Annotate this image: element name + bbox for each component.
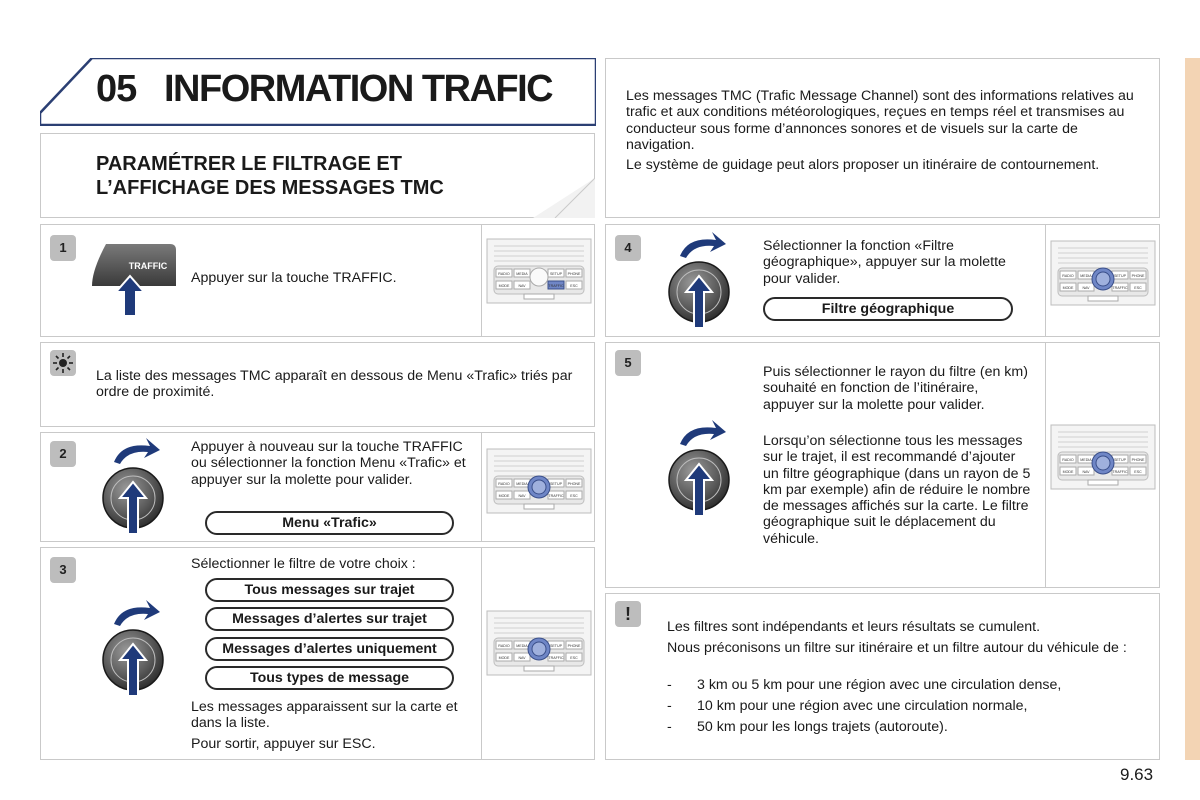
rotary-knob-push-icon [666,228,734,332]
panel-button-label: ESC [570,656,578,660]
panel-button-label: TRAFFIC [548,656,564,660]
panel-button-label: ESC [570,284,578,288]
panel-button-label: NAV [1082,286,1090,290]
list-item: - 3 km ou 5 km pour une région avec une circulation dense, [667,677,1147,693]
panel-button-label: SETUP [550,482,562,486]
panel-button-label: MODE [498,494,510,498]
panel-button-label: ESC [1134,286,1142,290]
note-list [667,677,1147,739]
rotary-knob-push-icon [100,434,168,538]
panel-button-label: MEDIA [516,644,528,648]
radio-panel-illustration [486,610,592,676]
chapter-number: 05 [96,68,137,110]
list-item: - 50 km pour les longs trajets (autoroute). [667,719,1147,735]
intro-paragraph-2: Le système de guidage peut alors proposer un itinéraire de contournement. [626,157,1100,173]
rotary-knob-push-icon [100,596,168,700]
panel-button-label: MODE [498,656,510,660]
panel-button-label: PHONE [567,644,581,648]
corner-fold [533,178,595,218]
step-5-paragraph-1: Puis sélectionner le rayon du filtre (en km) souhaité en fonction de l’itinéraire, appuyer sur la molette pour valider. [763,364,1028,413]
panel-button-label: TRAFFIC [1112,470,1128,474]
step-5-paragraph-2: Lorsqu’on sélectionne tous les messages sur le trajet, il est recommandé d’ajouter un filtre géographique (dans un rayon de 5 km par exemple) afin de réduire le nombre de messages affichés sur la carte. Le filtre géographique suit le déplacement du véhicule. [763,433,1031,547]
rotary-knob-push-icon [666,416,734,520]
filter-option[interactable]: Messages d’alertes uniquement [205,637,454,661]
step-2-text: Appuyer à nouveau sur la touche TRAFFIC ou sélectionner la fonction Menu «Trafic» et appuyer sur la molette pour valider. [191,439,466,488]
step-badge: 2 [50,441,76,467]
panel-button-label: ESC [570,494,578,498]
chapter-sidebar-tab [1185,58,1200,760]
panel-button-label: RADIO [498,644,510,648]
panel-button-label: NAV [518,494,526,498]
filter-option[interactable]: Tous types de message [205,666,454,690]
step-1-text: Appuyer sur la touche TRAFFIC. [191,270,397,286]
svg-text:TRAFFIC: TRAFFIC [128,261,168,271]
step-4-text: Sélectionner la fonction «Filtre géographique», appuyer sur la molette pour valider. [763,238,1006,287]
chapter-title: INFORMATION TRAFIC [164,68,553,110]
panel-button-label: SETUP [1114,274,1126,278]
filter-option[interactable]: Messages d’alertes sur trajet [205,607,454,631]
list-item: - 10 km pour une région avec une circulation normale, [667,698,1147,714]
panel-button-label: ESC [1134,470,1142,474]
panel-button-label: RADIO [498,482,510,486]
panel-button-label: MEDIA [516,272,528,276]
radio-panel-illustration [486,448,592,514]
step-3-exit-text: Pour sortir, appuyer sur ESC. [191,736,376,752]
panel-button-label: NAV [518,656,526,660]
menu-trafic-pill[interactable]: Menu «Trafic» [205,511,454,535]
panel-button-label: SETUP [1114,458,1126,462]
panel-button-label: RADIO [1062,458,1074,462]
panel-button-label: NAV [1082,470,1090,474]
filtre-geographique-pill[interactable]: Filtre géographique [763,297,1013,321]
panel-button-label: MEDIA [1080,458,1092,462]
panel-button-label: MODE [1062,286,1074,290]
tip-text: La liste des messages TMC apparaît en dessous de Menu «Trafic» triés par ordre de proximité. [96,368,573,401]
intro-paragraph-1: Les messages TMC (Trafic Message Channel) sont des informations relatives au trafic et aux conditions météorologiques, reçues en temps réel et transmises au conducteur sous forme d’annonces sonores et de visuels sur la carte de navigation. [626,88,1134,153]
step-badge: 3 [50,557,76,583]
section-title: PARAMÉTRER LE FILTRAGE ET L’AFFICHAGE DES MESSAGES TMC [96,153,444,199]
filter-option[interactable]: Tous messages sur trajet [205,578,454,602]
panel-button-label: MODE [498,284,510,288]
panel-button-label: MODE [1062,470,1074,474]
radio-panel-illustration [486,238,592,304]
panel-button-label: PHONE [1131,274,1145,278]
panel-button-label: RADIO [1062,274,1074,278]
lightbulb-icon [50,350,76,376]
panel-button-label: PHONE [567,482,581,486]
radio-panel-illustration [1050,424,1156,490]
panel-button-label: SETUP [550,272,562,276]
note-paragraph-2: Nous préconisons un filtre sur itinéraire et un filtre autour du véhicule de : [667,640,1127,656]
step-3-text: Sélectionner le filtre de votre choix : [191,556,416,572]
panel-button-label: TRAFFIC [1112,286,1128,290]
page-number: 9.63 [1120,765,1154,784]
panel-button-label: NAV [518,284,526,288]
step-badge: 5 [615,350,641,376]
panel-button-label: RADIO [498,272,510,276]
step-badge: 1 [50,235,76,261]
panel-button-label: MEDIA [1080,274,1092,278]
traffic-key-icon [88,240,178,318]
step-3-after-text: Les messages apparaissent sur la carte et dans la liste. [191,699,458,732]
note-paragraph-1: Les filtres sont indépendants et leurs résultats se cumulent. [667,619,1041,635]
panel-button-label: TRAFFIC [548,494,564,498]
panel-button-label: TRAFFIC [548,284,564,288]
warning-icon: ! [615,601,641,627]
panel-button-label: SETUP [550,644,562,648]
panel-button-label: PHONE [1131,458,1145,462]
radio-panel-illustration [1050,240,1156,306]
panel-button-label: MEDIA [516,482,528,486]
panel-button-label: PHONE [567,272,581,276]
step-badge: 4 [615,235,641,261]
